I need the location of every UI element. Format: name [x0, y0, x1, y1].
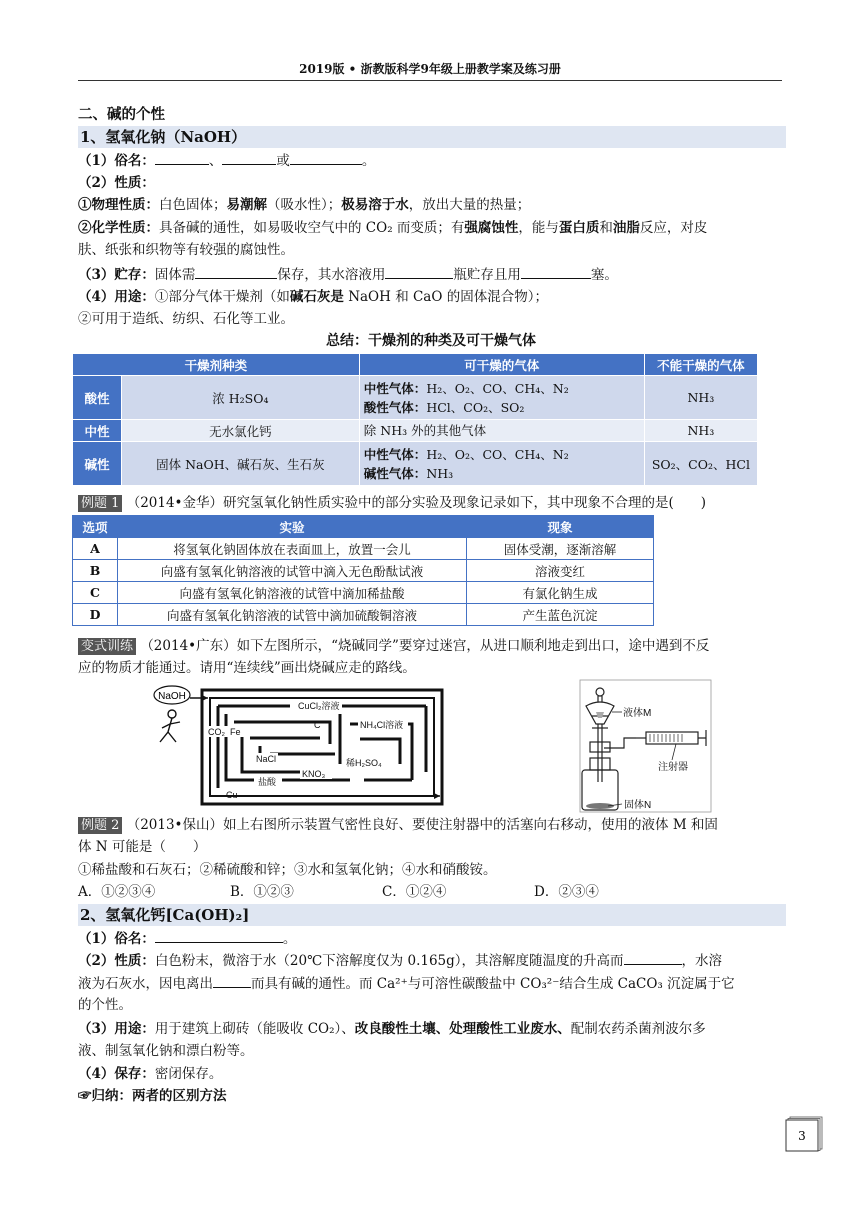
- table-row: [73, 582, 654, 604]
- naoh-store-line: [78, 264, 784, 286]
- table-row: [73, 604, 654, 626]
- text: ，能与: [518, 220, 559, 236]
- text: 反应，对皮: [639, 220, 708, 236]
- example2-line: [78, 815, 784, 836]
- desiccant-table: [72, 353, 758, 486]
- maze-c-label: C: [314, 720, 321, 730]
- cannot-cell: NH₃: [644, 376, 757, 420]
- text: 保存，其水溶液用: [277, 267, 386, 283]
- text: ，水溶: [681, 953, 723, 969]
- solid-n-label: 固体N: [624, 800, 652, 811]
- variant-tag: 变式训练: [78, 638, 136, 655]
- blank: [385, 264, 453, 279]
- choice-a: A．①②③④: [78, 884, 156, 900]
- header-cell: 干燥剂种类: [73, 354, 360, 376]
- cannot-cell: NH₃: [644, 420, 757, 442]
- caoh-prop-label: （2）性质：: [78, 953, 155, 969]
- caoh-alias-line: [78, 928, 784, 950]
- page-number-frame: [784, 1116, 824, 1152]
- page-number: 3: [798, 1129, 806, 1143]
- blank: [624, 950, 682, 965]
- text: 而具有碱的通性。而 Ca²⁺与可溶性碳酸盐中 CO₃²⁻结合生成 CaCO₃ 沉淀属于它: [251, 976, 735, 992]
- gas-cell: 除 NH₃ 外的其他气体: [359, 420, 644, 442]
- variant-line: [78, 636, 784, 657]
- naoh-chem-line: [78, 218, 784, 239]
- example1-text: （2014•金华）研究氢氧化钠性质实验中的部分实验及现象记录如下，其中现象不合理的是( ): [126, 495, 707, 511]
- text: 改良酸性土壤、处理酸性工业废水、: [354, 1021, 571, 1037]
- table-row: [73, 560, 654, 582]
- caoh-prop-line: [78, 950, 784, 972]
- table-row: [73, 442, 758, 486]
- sep: 或: [276, 153, 290, 169]
- example2-tag: 例题 2: [78, 817, 122, 834]
- text: ①部分气体干燥剂（如: [154, 289, 290, 305]
- gas-label: 中性气体：: [363, 446, 427, 462]
- example1-tag: 例题 1: [78, 495, 122, 512]
- caoh-prop-line2: [78, 973, 784, 995]
- option-cell: D: [73, 604, 118, 626]
- caoh-store-line: [78, 1064, 784, 1085]
- liquid-m-label: 液体M: [623, 708, 652, 719]
- type-cell: 碱性: [73, 442, 122, 486]
- phenomenon-cell: 溶液变红: [467, 560, 654, 582]
- phenomenon-cell: 固体受潮，逐渐溶解: [467, 538, 654, 560]
- text: ，放出大量的热量；: [408, 197, 531, 213]
- blank: [213, 973, 251, 988]
- choice-d: D．②③④: [534, 884, 599, 900]
- table-row: [73, 538, 654, 560]
- text: 液为石灰水，因电离出: [78, 976, 213, 992]
- maze-kno3-label: KNO₃: [302, 769, 326, 779]
- choice-b: B．①②③: [230, 884, 294, 900]
- header-rule: [78, 80, 782, 81]
- gas-value: H₂、O₂、CO、CH₄、N₂: [426, 380, 569, 396]
- example2-text: （2013•保山）如上右图所示装置气密性良好、要使注射器中的活塞向右移动，使用的液体 M 和固: [126, 817, 718, 833]
- type-cell: 中性: [73, 420, 122, 442]
- header-cell: 可干燥的气体: [359, 354, 644, 376]
- apparatus-figure: [578, 678, 713, 814]
- naoh-phys-line: [78, 195, 784, 216]
- maze-nacl-label: NaCl: [256, 754, 277, 764]
- type-cell: 酸性: [73, 376, 122, 420]
- caoh-use-label: （3）用途：: [78, 1021, 155, 1037]
- text: 塞。: [590, 267, 618, 283]
- maze-figure: [150, 684, 450, 812]
- funnel-stopper-icon: [596, 688, 604, 696]
- caoh-alias-label: （1）俗名：: [78, 931, 155, 947]
- syringe-label: 注射器: [658, 762, 688, 773]
- naoh-alias-line: [78, 150, 784, 172]
- naoh-alias-label: （1）俗名：: [78, 153, 155, 169]
- table-header-row: [73, 516, 654, 538]
- text: （吸水性）；: [267, 197, 342, 213]
- agent-cell: 固体 NaOH、碱石灰、生石灰: [122, 442, 360, 486]
- header-cell: 实验: [118, 516, 467, 538]
- text: 密闭保存。: [154, 1066, 223, 1082]
- text: 白色固体；: [159, 197, 227, 213]
- text: 瓶贮存且用: [453, 267, 521, 283]
- phys-label: ①物理性质：: [78, 197, 159, 213]
- text: 碱石灰是: [289, 289, 344, 305]
- maze-cu-label: Cu: [226, 790, 238, 800]
- gas-label: 中性气体：: [363, 380, 427, 396]
- summary-title: 总结：干燥剂的种类及可干燥气体: [326, 333, 536, 349]
- summary-note: ☞归纳：两者的区别方法: [78, 1088, 227, 1104]
- experiment-cell: 向盛有氢氧化钠溶液的试管中滴加硫酸铜溶液: [118, 604, 467, 626]
- header-cell: 选项: [73, 516, 118, 538]
- stick-figure-icon: [160, 710, 180, 742]
- example1-line: [78, 493, 784, 514]
- gas-cell: [359, 442, 644, 486]
- table-row: [73, 420, 758, 442]
- gas-label: 碱性气体：: [363, 465, 427, 481]
- cannot-cell: SO₂、CO₂、HCl: [644, 442, 757, 486]
- header-cell: 不能干燥的气体: [644, 354, 757, 376]
- caoh-use-line: [78, 1019, 784, 1040]
- blank: [195, 264, 277, 279]
- caoh-store-label: （4）保存：: [78, 1066, 155, 1082]
- naoh-title: 1、氢氧化钠（NaOH）: [78, 126, 786, 148]
- sep: 、: [208, 153, 223, 169]
- option-cell: C: [73, 582, 118, 604]
- gas-value: NH₃: [426, 465, 454, 481]
- sep: 。: [282, 931, 297, 947]
- sep: 。: [361, 153, 376, 169]
- example2-options: ①稀盐酸和石灰石；②稀硫酸和锌；③水和氢氧化钠；④水和硝酸铵。: [78, 862, 497, 878]
- text: 具备碱的通性，如易吸收空气中的 CO₂ 而变质；有: [159, 220, 465, 236]
- store-label: （3）贮存：: [78, 267, 155, 283]
- maze-cucl2-label: CuCl₂溶液: [298, 701, 340, 711]
- blank: [521, 264, 591, 279]
- text: 配制农药杀菌剂波尔多: [570, 1021, 706, 1037]
- example2-line2: 体 N 可能是（ ）: [78, 839, 207, 855]
- phenomenon-cell: 有氯化钠生成: [467, 582, 654, 604]
- naoh-use-line: [78, 287, 784, 308]
- blank: [155, 150, 209, 165]
- use-label: （4）用途：: [78, 289, 155, 305]
- text: 极易溶于水: [341, 197, 409, 213]
- text: 易潮解: [226, 197, 267, 213]
- table-row: [73, 376, 758, 420]
- text: 白色粉末，微溶于水（20℃下溶解度仅为 0.165g），其溶解度随温度的升高而: [154, 953, 624, 969]
- naoh-chem-line2: 肤、纸张和织物等有较强的腐蚀性。: [78, 242, 294, 258]
- option-cell: A: [73, 538, 118, 560]
- experiment-cell: 向盛有氢氧化钠溶液的试管中滴加稀盐酸: [118, 582, 467, 604]
- caoh-title: 2、氢氧化钙[Ca(OH)₂]: [78, 904, 786, 926]
- experiment-cell: 向盛有氢氧化钠溶液的试管中滴入无色酚酞试液: [118, 560, 467, 582]
- gas-label: 酸性气体：: [363, 399, 427, 415]
- gas-cell: [359, 376, 644, 420]
- maze-nh4cl-label: NH₄Cl溶液: [360, 720, 404, 730]
- chem-label: ②化学性质：: [78, 220, 159, 236]
- text: NaOH 和 CaO 的固体混合物）；: [343, 289, 548, 305]
- gas-value: HCl、CO₂、SO₂: [426, 399, 525, 415]
- maze-co2-label: CO₂: [208, 727, 225, 737]
- blank: [290, 150, 362, 165]
- phenomenon-cell: 产生蓝色沉淀: [467, 604, 654, 626]
- text: 蛋白质: [558, 220, 600, 236]
- page-header: 2019版 • 浙教版科学9年级上册教学案及练习册: [299, 62, 561, 76]
- gas-value: H₂、O₂、CO、CH₄、N₂: [426, 446, 569, 462]
- maze-hcl-label: 盐酸: [258, 777, 277, 787]
- maze-h2so4-label: 稀H₂SO₄: [346, 758, 382, 768]
- caoh-prop-line3: 的个性。: [78, 997, 132, 1013]
- blank: [222, 150, 276, 165]
- option-cell: B: [73, 560, 118, 582]
- agent-cell: 无水氯化钙: [122, 420, 360, 442]
- variant-line2: 应的物质才能通过。请用“连续线”画出烧碱应走的路线。: [78, 660, 416, 676]
- text: 固体需: [154, 267, 196, 283]
- variant-text: （2014•广东）如下左图所示，“烧碱同学”要穿过迷宫，从进口顺利地走到出口，途中遇到不反: [140, 638, 710, 654]
- text: 用于建筑上砌砖（能吸收 CO₂）、: [154, 1021, 355, 1037]
- maze-fe-label: Fe: [230, 727, 241, 737]
- naoh-prop-label: （2）性质：: [78, 175, 155, 191]
- caoh-use-line2: 液、制氢氧化钠和漂白粉等。: [78, 1043, 254, 1059]
- table-header-row: [73, 354, 758, 376]
- blank: [155, 928, 283, 943]
- naoh-use-line2: ②可用于造纸、纺织、石化等工业。: [78, 311, 294, 327]
- agent-cell: 浓 H₂SO₄: [122, 376, 360, 420]
- text: 和: [599, 220, 613, 236]
- experiment-cell: 将氢氧化钠固体放在表面皿上，放置一会儿: [118, 538, 467, 560]
- text: 油脂: [612, 220, 640, 236]
- section-title: 二、碱的个性: [78, 106, 165, 123]
- experiment-table: [72, 515, 654, 626]
- header-cell: 现象: [467, 516, 654, 538]
- maze-naoh-label: NaOH: [158, 691, 186, 702]
- text: 强腐蚀性: [464, 220, 519, 236]
- choice-c: C．①②④: [382, 884, 447, 900]
